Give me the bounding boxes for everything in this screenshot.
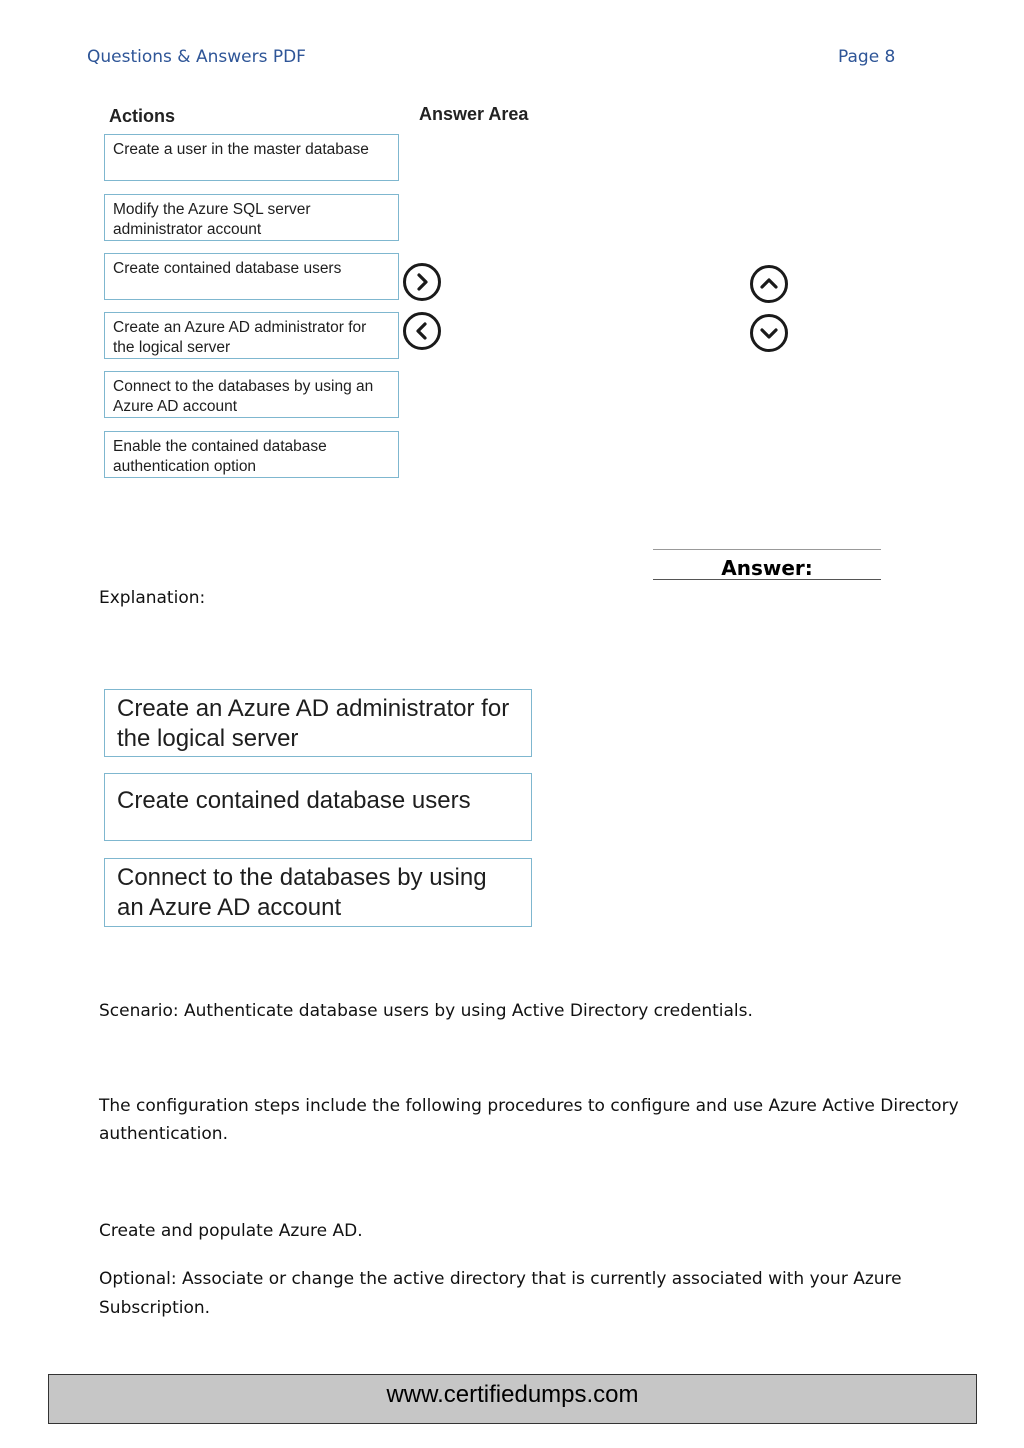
scenario-text: Scenario: Authenticate database users by using Active Directory credentials. <box>99 1001 753 1021</box>
answer-area-title: Answer Area <box>419 104 529 124</box>
answer-item: Create contained database users <box>104 773 532 841</box>
chevron-left-icon <box>406 315 438 347</box>
page-number: Page 8 <box>838 47 896 67</box>
answer-rule-top <box>653 549 881 550</box>
actions-title: Actions <box>109 106 176 126</box>
answer-heading: Answer: <box>721 556 813 580</box>
step-text: Create and populate Azure AD. <box>99 1221 363 1241</box>
answer-item: Create an Azure AD administrator for the logical server <box>104 689 532 757</box>
chevron-up-icon <box>753 268 785 300</box>
action-item[interactable]: Create a user in the master database <box>104 134 399 181</box>
answer-item: Connect to the databases by using an Azure AD account <box>104 858 532 927</box>
move-down-button[interactable] <box>750 314 788 352</box>
explanation-label: Explanation: <box>99 588 206 608</box>
configuration-text: The configuration steps include the following procedures to configure and use Azure Active Directory authentication. <box>99 1096 959 1144</box>
move-up-button[interactable] <box>750 265 788 303</box>
header-title: Questions & Answers PDF <box>87 47 306 67</box>
action-item[interactable]: Connect to the databases by using an Azure AD account <box>104 371 399 418</box>
action-item[interactable]: Create an Azure AD administrator for the logical server <box>104 312 399 359</box>
footer-url: www.certifiedumps.com <box>48 1374 977 1424</box>
chevron-right-icon <box>406 266 438 298</box>
action-item[interactable]: Create contained database users <box>104 253 399 300</box>
move-left-button[interactable] <box>403 312 441 350</box>
move-right-button[interactable] <box>403 263 441 301</box>
chevron-down-icon <box>753 317 785 349</box>
answer-rule-bottom <box>653 579 881 580</box>
action-item[interactable]: Enable the contained database authentication option <box>104 431 399 478</box>
optional-text: Optional: Associate or change the active directory that is currently associated with your Azure Subscription. <box>99 1269 902 1318</box>
action-item[interactable]: Modify the Azure SQL server administrator account <box>104 194 399 241</box>
